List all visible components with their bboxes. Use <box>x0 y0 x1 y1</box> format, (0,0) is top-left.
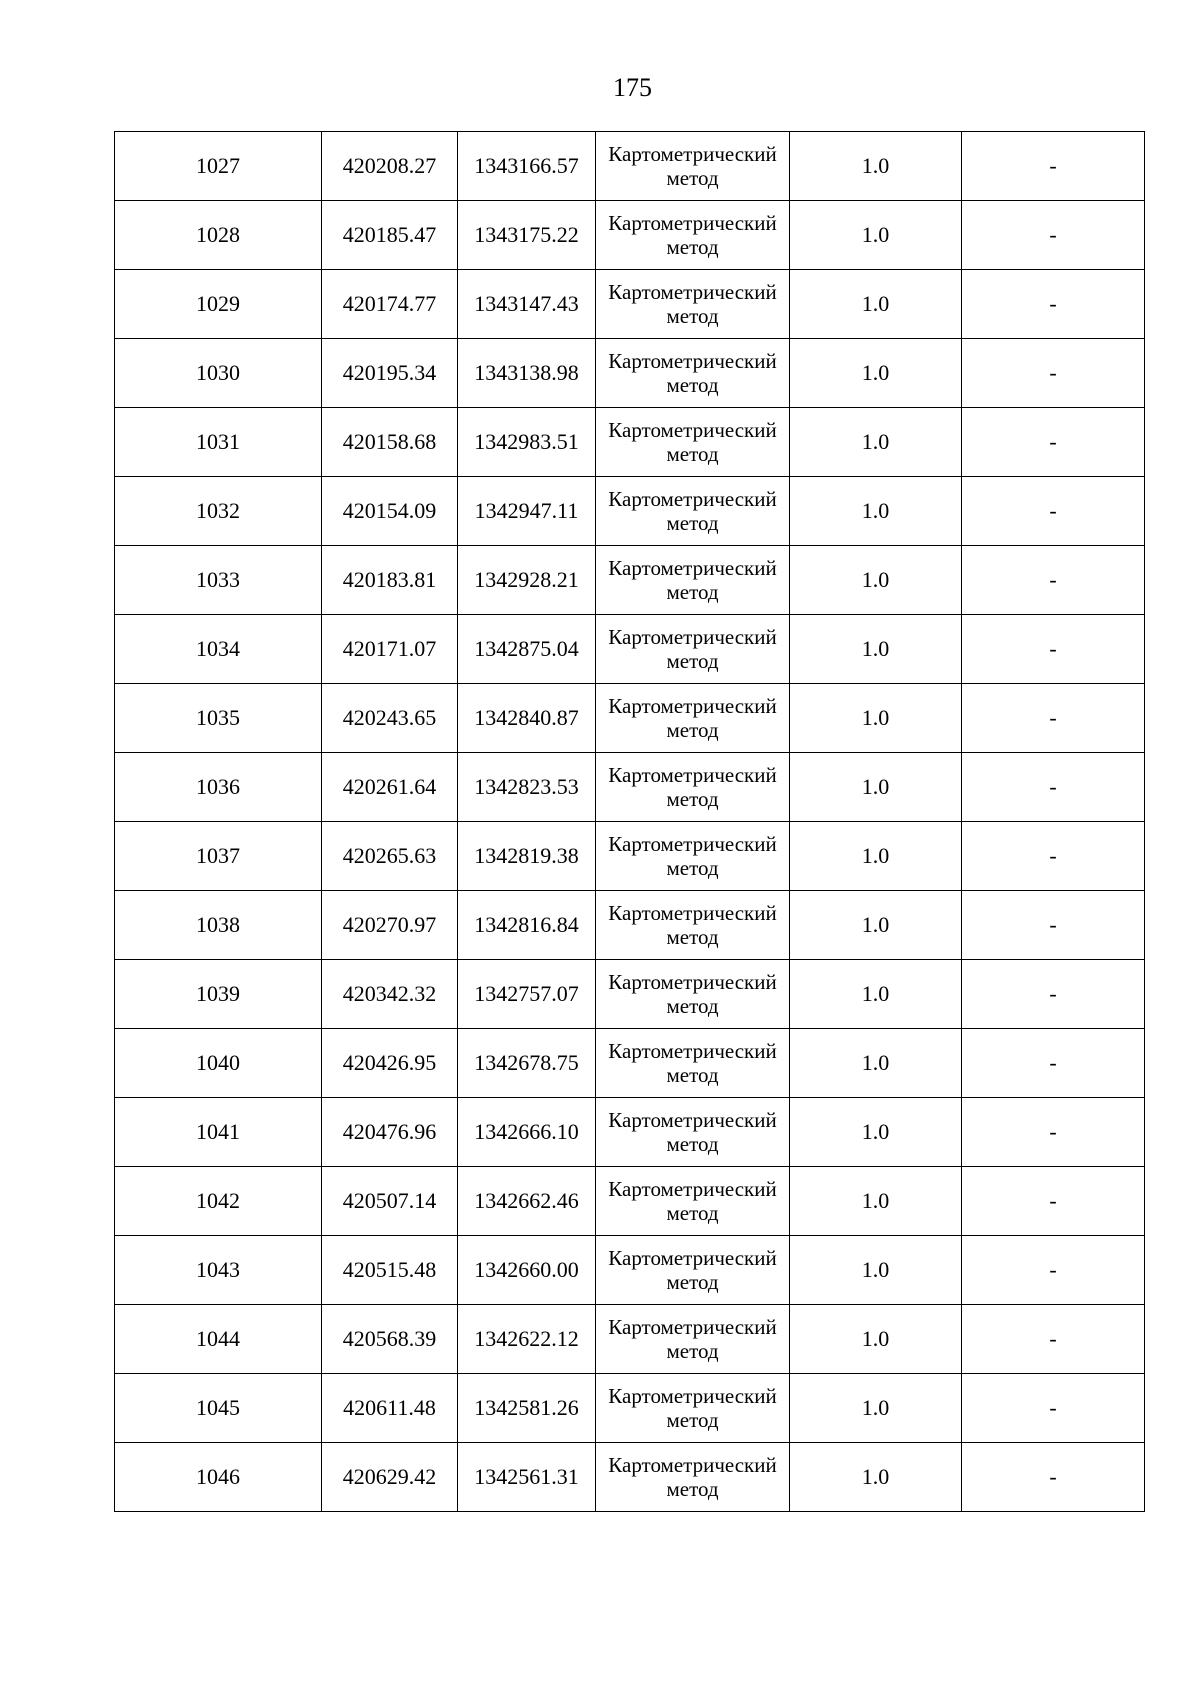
method-line-2: метод <box>666 166 719 190</box>
coordinates-table <box>114 131 1145 1512</box>
table-row <box>115 1236 1145 1305</box>
method-line-1: Картометрический <box>608 1315 777 1339</box>
method-line-2: метод <box>666 373 719 397</box>
method-line-2: метод <box>666 1132 719 1156</box>
x-coordinate-cell: 420507.14 <box>322 1167 458 1236</box>
method-line-1: Картометрический <box>608 832 777 856</box>
method-line-2: метод <box>666 235 719 259</box>
y-coordinate-cell: 1342840.87 <box>458 684 596 753</box>
method-line-1: Картометрический <box>608 901 777 925</box>
point-number-cell: 1028 <box>115 201 322 270</box>
point-number-cell: 1031 <box>115 408 322 477</box>
point-number-cell: 1037 <box>115 822 322 891</box>
accuracy-cell: 1.0 <box>790 339 962 408</box>
note-cell: - <box>962 1029 1145 1098</box>
note-cell: - <box>962 1443 1145 1512</box>
method-line-2: метод <box>666 994 719 1018</box>
method-line-2: метод <box>666 787 719 811</box>
table-row <box>115 822 1145 891</box>
point-number-cell: 1030 <box>115 339 322 408</box>
note-cell: - <box>962 1167 1145 1236</box>
method-cell <box>596 891 790 960</box>
accuracy-cell: 1.0 <box>790 270 962 339</box>
y-coordinate-cell: 1343147.43 <box>458 270 596 339</box>
method-line-1: Картометрический <box>608 556 777 580</box>
accuracy-cell: 1.0 <box>790 1167 962 1236</box>
accuracy-cell: 1.0 <box>790 822 962 891</box>
x-coordinate-cell: 420158.68 <box>322 408 458 477</box>
accuracy-cell: 1.0 <box>790 201 962 270</box>
method-cell <box>596 753 790 822</box>
accuracy-cell: 1.0 <box>790 408 962 477</box>
method-line-2: метод <box>666 442 719 466</box>
table-row <box>115 201 1145 270</box>
method-line-2: метод <box>666 1339 719 1363</box>
y-coordinate-cell: 1342660.00 <box>458 1236 596 1305</box>
table-row <box>115 891 1145 960</box>
method-line-1: Картометрический <box>608 211 777 235</box>
table-row <box>115 546 1145 615</box>
x-coordinate-cell: 420195.34 <box>322 339 458 408</box>
accuracy-cell: 1.0 <box>790 615 962 684</box>
table-row <box>115 477 1145 546</box>
table-row <box>115 1305 1145 1374</box>
table-row <box>115 270 1145 339</box>
note-cell: - <box>962 270 1145 339</box>
method-cell <box>596 408 790 477</box>
y-coordinate-cell: 1342875.04 <box>458 615 596 684</box>
note-cell: - <box>962 201 1145 270</box>
table-row <box>115 1374 1145 1443</box>
method-cell <box>596 1374 790 1443</box>
x-coordinate-cell: 420208.27 <box>322 132 458 201</box>
method-cell <box>596 1167 790 1236</box>
point-number-cell: 1038 <box>115 891 322 960</box>
point-number-cell: 1039 <box>115 960 322 1029</box>
method-cell <box>596 615 790 684</box>
method-line-1: Картометрический <box>608 1384 777 1408</box>
note-cell: - <box>962 477 1145 546</box>
table-row <box>115 132 1145 201</box>
method-line-2: метод <box>666 580 719 604</box>
note-cell: - <box>962 132 1145 201</box>
method-line-1: Картометрический <box>608 694 777 718</box>
point-number-cell: 1045 <box>115 1374 322 1443</box>
x-coordinate-cell: 420611.48 <box>322 1374 458 1443</box>
y-coordinate-cell: 1342983.51 <box>458 408 596 477</box>
method-cell <box>596 1236 790 1305</box>
point-number-cell: 1035 <box>115 684 322 753</box>
table-row <box>115 408 1145 477</box>
method-line-2: метод <box>666 1408 719 1432</box>
y-coordinate-cell: 1342678.75 <box>458 1029 596 1098</box>
table-row <box>115 1167 1145 1236</box>
y-coordinate-cell: 1342581.26 <box>458 1374 596 1443</box>
point-number-cell: 1043 <box>115 1236 322 1305</box>
method-cell <box>596 270 790 339</box>
point-number-cell: 1034 <box>115 615 322 684</box>
method-line-2: метод <box>666 1063 719 1087</box>
point-number-cell: 1032 <box>115 477 322 546</box>
y-coordinate-cell: 1342819.38 <box>458 822 596 891</box>
method-line-2: метод <box>666 649 719 673</box>
table-row <box>115 339 1145 408</box>
x-coordinate-cell: 420171.07 <box>322 615 458 684</box>
method-cell <box>596 1029 790 1098</box>
table-row <box>115 960 1145 1029</box>
note-cell: - <box>962 753 1145 822</box>
x-coordinate-cell: 420568.39 <box>322 1305 458 1374</box>
method-cell <box>596 684 790 753</box>
x-coordinate-cell: 420243.65 <box>322 684 458 753</box>
x-coordinate-cell: 420270.97 <box>322 891 458 960</box>
x-coordinate-cell: 420629.42 <box>322 1443 458 1512</box>
accuracy-cell: 1.0 <box>790 546 962 615</box>
table-body <box>115 132 1145 1512</box>
method-cell <box>596 1098 790 1167</box>
accuracy-cell: 1.0 <box>790 132 962 201</box>
table-row <box>115 1443 1145 1512</box>
method-line-2: метод <box>666 511 719 535</box>
method-cell <box>596 201 790 270</box>
y-coordinate-cell: 1342928.21 <box>458 546 596 615</box>
note-cell: - <box>962 960 1145 1029</box>
note-cell: - <box>962 1305 1145 1374</box>
method-line-1: Картометрический <box>608 418 777 442</box>
note-cell: - <box>962 1098 1145 1167</box>
point-number-cell: 1041 <box>115 1098 322 1167</box>
y-coordinate-cell: 1342666.10 <box>458 1098 596 1167</box>
method-cell <box>596 822 790 891</box>
point-number-cell: 1027 <box>115 132 322 201</box>
y-coordinate-cell: 1342816.84 <box>458 891 596 960</box>
note-cell: - <box>962 1236 1145 1305</box>
x-coordinate-cell: 420261.64 <box>322 753 458 822</box>
point-number-cell: 1046 <box>115 1443 322 1512</box>
method-cell <box>596 960 790 1029</box>
point-number-cell: 1036 <box>115 753 322 822</box>
y-coordinate-cell: 1342823.53 <box>458 753 596 822</box>
page-number: 175 <box>613 73 652 102</box>
method-cell <box>596 1443 790 1512</box>
method-line-1: Картометрический <box>608 142 777 166</box>
x-coordinate-cell: 420342.32 <box>322 960 458 1029</box>
method-line-1: Картометрический <box>608 349 777 373</box>
method-line-1: Картометрический <box>608 970 777 994</box>
note-cell: - <box>962 546 1145 615</box>
point-number-cell: 1033 <box>115 546 322 615</box>
accuracy-cell: 1.0 <box>790 1029 962 1098</box>
accuracy-cell: 1.0 <box>790 1098 962 1167</box>
table-row <box>115 684 1145 753</box>
method-line-2: метод <box>666 856 719 880</box>
method-line-1: Картометрический <box>608 1246 777 1270</box>
x-coordinate-cell: 420174.77 <box>322 270 458 339</box>
accuracy-cell: 1.0 <box>790 1374 962 1443</box>
accuracy-cell: 1.0 <box>790 1443 962 1512</box>
y-coordinate-cell: 1342947.11 <box>458 477 596 546</box>
method-line-1: Картометрический <box>608 1108 777 1132</box>
x-coordinate-cell: 420265.63 <box>322 822 458 891</box>
x-coordinate-cell: 420476.96 <box>322 1098 458 1167</box>
point-number-cell: 1044 <box>115 1305 322 1374</box>
method-cell <box>596 546 790 615</box>
y-coordinate-cell: 1343175.22 <box>458 201 596 270</box>
method-line-1: Картометрический <box>608 763 777 787</box>
table-row <box>115 753 1145 822</box>
note-cell: - <box>962 891 1145 960</box>
point-number-cell: 1029 <box>115 270 322 339</box>
method-line-1: Картометрический <box>608 1453 777 1477</box>
method-cell <box>596 132 790 201</box>
method-line-2: метод <box>666 925 719 949</box>
accuracy-cell: 1.0 <box>790 684 962 753</box>
accuracy-cell: 1.0 <box>790 960 962 1029</box>
y-coordinate-cell: 1342622.12 <box>458 1305 596 1374</box>
method-line-2: метод <box>666 1201 719 1225</box>
accuracy-cell: 1.0 <box>790 1236 962 1305</box>
y-coordinate-cell: 1342561.31 <box>458 1443 596 1512</box>
method-cell <box>596 339 790 408</box>
table-row <box>115 1098 1145 1167</box>
table-row <box>115 1029 1145 1098</box>
method-cell <box>596 1305 790 1374</box>
method-line-1: Картометрический <box>608 1039 777 1063</box>
note-cell: - <box>962 615 1145 684</box>
note-cell: - <box>962 822 1145 891</box>
y-coordinate-cell: 1343166.57 <box>458 132 596 201</box>
method-line-2: метод <box>666 1477 719 1501</box>
x-coordinate-cell: 420426.95 <box>322 1029 458 1098</box>
method-line-1: Картометрический <box>608 625 777 649</box>
note-cell: - <box>962 684 1145 753</box>
accuracy-cell: 1.0 <box>790 477 962 546</box>
accuracy-cell: 1.0 <box>790 891 962 960</box>
y-coordinate-cell: 1342757.07 <box>458 960 596 1029</box>
x-coordinate-cell: 420154.09 <box>322 477 458 546</box>
y-coordinate-cell: 1342662.46 <box>458 1167 596 1236</box>
method-line-1: Картометрический <box>608 487 777 511</box>
x-coordinate-cell: 420515.48 <box>322 1236 458 1305</box>
method-line-2: метод <box>666 304 719 328</box>
point-number-cell: 1040 <box>115 1029 322 1098</box>
note-cell: - <box>962 1374 1145 1443</box>
method-line-2: метод <box>666 718 719 742</box>
accuracy-cell: 1.0 <box>790 753 962 822</box>
note-cell: - <box>962 408 1145 477</box>
x-coordinate-cell: 420183.81 <box>322 546 458 615</box>
method-line-1: Картометрический <box>608 1177 777 1201</box>
method-line-1: Картометрический <box>608 280 777 304</box>
x-coordinate-cell: 420185.47 <box>322 201 458 270</box>
method-cell <box>596 477 790 546</box>
accuracy-cell: 1.0 <box>790 1305 962 1374</box>
y-coordinate-cell: 1343138.98 <box>458 339 596 408</box>
note-cell: - <box>962 339 1145 408</box>
table-row <box>115 615 1145 684</box>
method-line-2: метод <box>666 1270 719 1294</box>
point-number-cell: 1042 <box>115 1167 322 1236</box>
